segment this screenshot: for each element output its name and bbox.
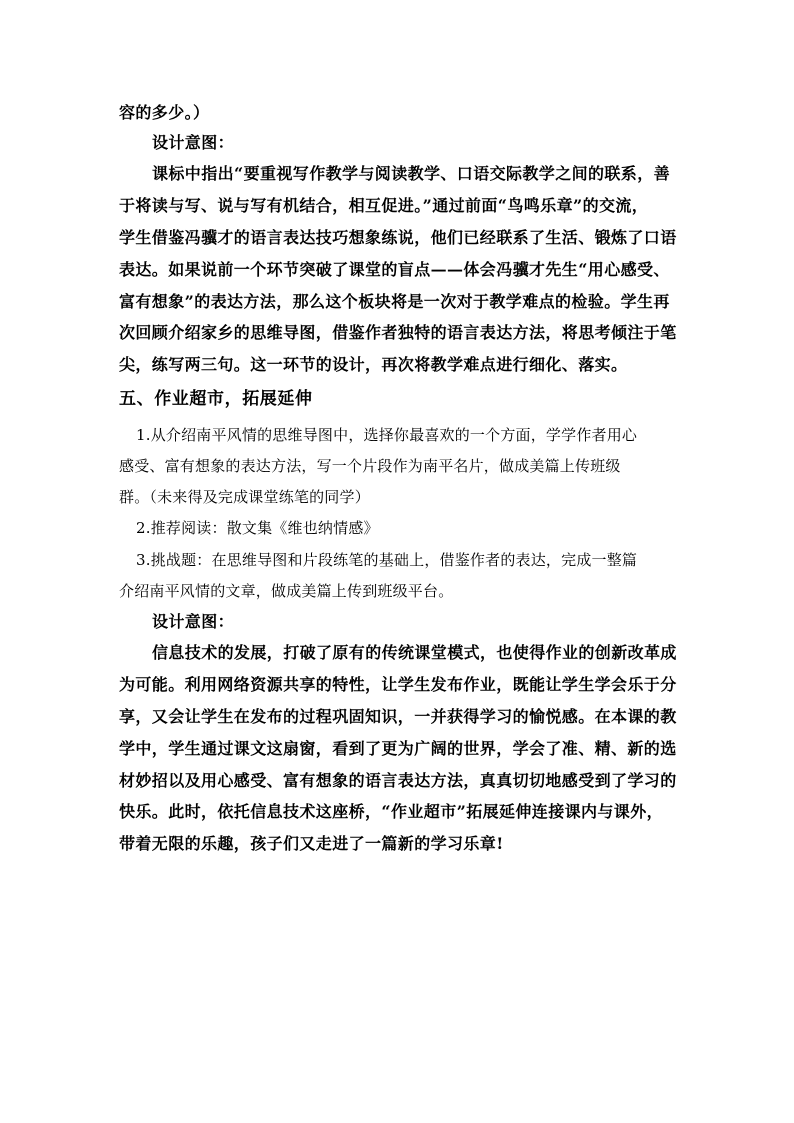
design-intent-line: 学中，学生通过课文这扇窗，看到了更为广阔的世界，学会了准、精、新的选: [119, 739, 677, 758]
design-intent-heading: 设计意图：: [152, 133, 235, 152]
section-heading: 五、作业超市，拓展延伸: [119, 389, 313, 409]
design-intent-heading: 设计意图：: [152, 612, 235, 631]
design-intent-line: 带着无限的乐趣，孩子们又走进了一篇新的学习乐章!: [119, 834, 504, 853]
homework-item: 1.从介绍南平风情的思维导图中，选择你最喜欢的一个方面，学学作者用心: [136, 426, 638, 444]
homework-item: 感受、富有想象的表达方法，写一个片段作为南平名片，做成美篇上传班级: [119, 457, 621, 475]
design-intent-line: 快乐。此时，依托信息技术这座桥，“作业超市”拓展延伸连接课内与课外，: [119, 802, 664, 821]
homework-item: 2.推荐阅读：散文集《维也纳情感》: [136, 519, 379, 537]
paragraph-continuation: 容的多少。）: [119, 103, 210, 122]
design-intent-line: 信息技术的发展，打破了原有的传统课堂模式，也使得作业的创新改革成: [152, 643, 677, 662]
design-intent-line: 次回顾介绍家乡的思维导图，借鉴作者独特的语言表达方法，将思考倾注于笔: [119, 323, 677, 342]
design-intent-line: 材妙招以及用心感受、富有想象的语言表达方法，真真切切地感受到了学习的: [119, 771, 677, 790]
design-intent-line: 富有想象”的表达方法，那么这个板块将是一次对于教学难点的检验。学生再: [119, 292, 670, 311]
homework-item: 3.挑战题：在思维导图和片段练笔的基础上，借鉴作者的表达，完成一整篇: [136, 551, 638, 569]
design-intent-line: 于将读与写、说与写有机结合，相互促进。”通过前面“鸟鸣乐章”的交流，: [119, 196, 649, 215]
homework-item: 群。（未来得及完成课堂练笔的同学）: [119, 488, 370, 506]
design-intent-line: 表达。如果说前一个环节突破了课堂的盲点——体会冯骥才先生“用心感受、: [119, 260, 670, 279]
homework-item: 介绍南平风情的文章，做成美篇上传到班级平台。: [119, 582, 454, 600]
design-intent-line: 为可能。利用网络资源共享的特性，让学生发布作业，既能让学生学会乐于分: [119, 675, 677, 694]
design-intent-line: 学生借鉴冯骥才的语言表达技巧想象练说，他们已经联系了生活、锻炼了口语: [119, 228, 677, 247]
design-intent-line: 享，又会让学生在发布的过程巩固知识，一并获得学习的愉悦感。在本课的教: [119, 707, 677, 726]
design-intent-line: 尖，练写两三句。这一环节的设计，再次将教学难点进行细化、落实。: [119, 355, 628, 374]
design-intent-line: 课标中指出“要重视写作教学与阅读教学、口语交际教学之间的联系，善: [152, 164, 671, 183]
